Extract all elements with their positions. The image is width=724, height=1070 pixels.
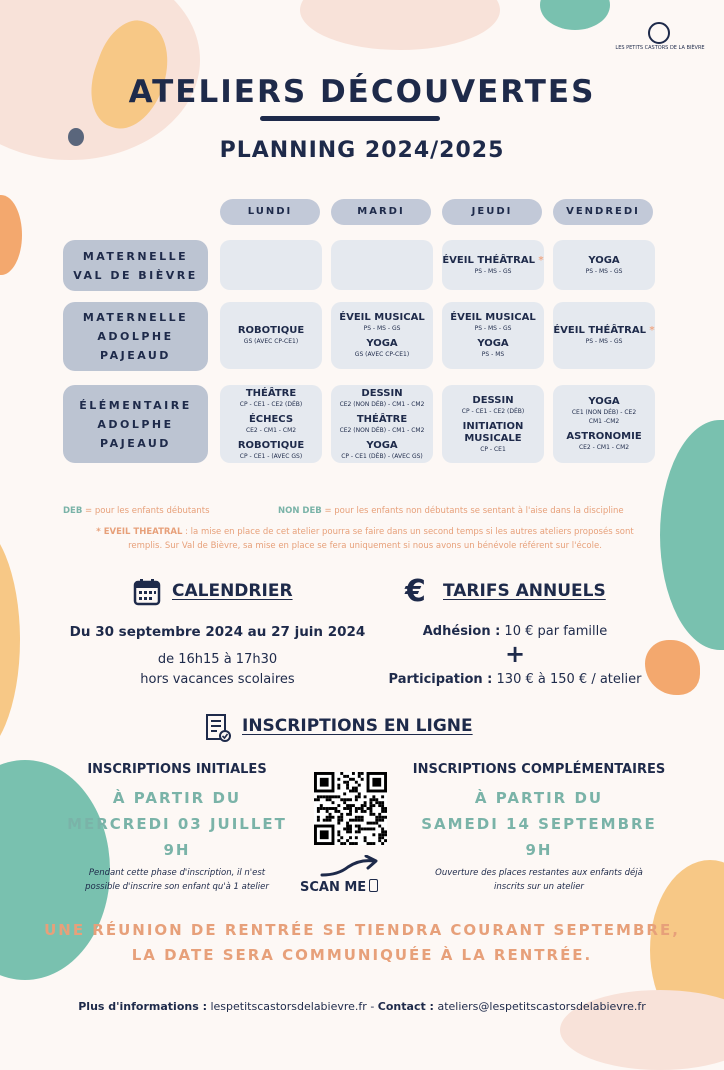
activity-levels: CP - CE1 - CE2 (DÉB) [461, 407, 525, 415]
activity-name: ROBOTIQUE [237, 325, 305, 336]
activity-name: ÉVEIL THÉÂTRAL * [442, 254, 544, 266]
footer: Plus d'informations : lespetitscastorsdelabievre.fr - Contact : ateliers@lespetitscastorsdelabievre.fr [78, 1000, 646, 1013]
day-header: VENDREDI [553, 199, 653, 225]
qr-code[interactable] [314, 772, 387, 845]
activity-levels: CE2 - CM1 - CM2 [245, 426, 297, 434]
initial-title: INSCRIPTIONS INITIALES [87, 762, 267, 777]
asterisk-mark: * [649, 325, 655, 336]
activity-levels: CE2 - CM1 - CM2 [578, 444, 630, 451]
qr-code-image [314, 772, 387, 845]
activity-name: THÉÂTRE [356, 413, 408, 425]
activity-levels: CE1 (NON DÉB) - CE2 CM1 -CM2 [571, 409, 637, 425]
decor-blob [645, 640, 700, 695]
school-row-header: MATERNELLE ADOLPHE PAJEAUD [63, 302, 208, 371]
activity-levels: CP - CE1 - CE2 (DÉB) [239, 400, 303, 408]
activity-name: YOGA [366, 439, 398, 451]
complementary-date: À PARTIR DU SAMEDI 14 SEPTEMBRE 9H [421, 789, 657, 859]
activity-name: ÉVEIL MUSICAL [339, 312, 425, 323]
school-row-header: ÉLÉMENTAIRE ADOLPHE PAJEAUD [63, 385, 208, 463]
phone-icon [369, 879, 378, 892]
activity-levels: PS - MS - GS [363, 325, 401, 332]
calendar-holidays: hors vacances scolaires [140, 672, 295, 687]
activity-name: ÉCHECS [248, 413, 294, 425]
tarifs-plus: + [504, 640, 526, 668]
calendar-hours: de 16h15 à 17h30 [157, 652, 278, 667]
schedule-cell [220, 240, 322, 290]
activity-levels: CP - CE1 (DÉB) - (AVEC GS) [341, 452, 423, 460]
activity-levels: PS - MS [481, 351, 505, 358]
decor-blob [660, 420, 724, 650]
activity-name: YOGA [588, 254, 620, 266]
activity-name: ÉVEIL MUSICAL [450, 312, 536, 323]
activity-levels: PS - MS - GS [585, 338, 623, 345]
calendar-heading: CALENDRIER [172, 581, 293, 601]
activity-levels: CE2 (NON DÉB) - CM1 - CM2 [339, 426, 425, 434]
activity-levels: PS - MS - GS [474, 267, 512, 275]
decor-blob [300, 0, 500, 50]
arrow-icon [318, 855, 380, 879]
complementary-note: Ouverture des places restantes aux enfants déjà inscrits sur un atelier [435, 868, 643, 892]
activity-name: YOGA [588, 396, 620, 407]
form-icon [204, 713, 232, 743]
schedule-cell [553, 385, 655, 463]
decor-blob [0, 195, 22, 275]
legend-non-deb: NON DEB = pour les enfants non débutants se sentant à l'aise dans la discipline [278, 506, 624, 516]
schedule-cell [553, 240, 655, 290]
activity-name: INITIATION MUSICALE [462, 420, 524, 444]
calendar-dates: Du 30 septembre 2024 au 27 juin 2024 [69, 624, 366, 640]
inscriptions-heading: INSCRIPTIONS EN LIGNE [242, 716, 473, 736]
activity-name: THÉÂTRE [245, 387, 297, 399]
activity-name: ÉVEIL THÉÂTRAL * [553, 325, 655, 336]
announcement: UNE RÉUNION DE RENTRÉE SE TIENDRA COURANT SEPTEMBRE, LA DATE SERA COMMUNIQUÉE À LA RENTRÉE. [44, 921, 680, 964]
activity-levels: PS - MS - GS [474, 325, 512, 332]
tarifs-heading: TARIFS ANNUELS [443, 581, 606, 601]
euro-icon: € [405, 574, 426, 609]
schedule-cell [331, 240, 433, 290]
schedule-cell [220, 385, 322, 463]
legend-eveil-note: * EVEIL THEATRAL : la mise en place de cet atelier pourra se faire dans un second temps si les autres ateliers proposés sont remplis. Sur Val de Bièvre, sa mise en place se fera uniquement si nous avons un bénévole référent sur l'école. [96, 527, 634, 551]
website-link[interactable]: lespetitscastorsdelabievre.fr [206, 1000, 367, 1013]
day-header: MARDI [331, 199, 431, 225]
decor-blob [0, 520, 20, 760]
activity-levels: PS - MS - GS [585, 267, 623, 275]
activity-levels: CP - CE1 [480, 445, 506, 453]
initial-note: Pendant cette phase d'inscription, il n'est possible d'inscrire son enfant qu'à 1 atelier [85, 868, 269, 892]
activity-name: YOGA [477, 338, 509, 349]
schedule-cell [331, 385, 433, 463]
initial-date: À PARTIR DU MERCREDI 03 JUILLET 9H [67, 789, 287, 859]
activity-name: YOGA [366, 338, 398, 349]
tarifs-adhesion: Adhésion : 10 € par famille [422, 624, 608, 639]
activity-levels: CP - CE1 - (AVEC GS) [239, 452, 303, 460]
page-title: ATELIERS DÉCOUVERTES [128, 74, 596, 110]
activity-name: DESSIN [361, 387, 403, 399]
logo-text: LES PETITS CASTORS DE LA BIÈVRE [615, 45, 705, 51]
title-underline [260, 116, 440, 121]
schedule-cell [442, 240, 544, 290]
activity-name: ROBOTIQUE [237, 439, 305, 451]
day-header: JEUDI [442, 199, 542, 225]
legend-deb: DEB = pour les enfants débutants [63, 506, 210, 516]
tarifs-participation: Participation : 130 € à 150 € / atelier [388, 672, 642, 687]
decor-blob [540, 0, 610, 30]
activity-name: DESSIN [472, 394, 514, 406]
page-subtitle: PLANNING 2024/2025 [219, 138, 505, 163]
schedule-cell [331, 302, 433, 369]
schedule-cell [220, 302, 322, 369]
complementary-title: INSCRIPTIONS COMPLÉMENTAIRES [412, 762, 666, 777]
activity-levels: GS (AVEC CP-CE1) [243, 338, 299, 345]
castor-logo-icon [648, 22, 670, 44]
scan-me-label: SCAN ME [300, 879, 410, 895]
asterisk-mark: * [538, 254, 544, 266]
contact-email-link[interactable]: ateliers@lespetitscastorsdelabievre.fr [433, 1000, 646, 1013]
day-header: LUNDI [220, 199, 320, 225]
activity-levels: CE2 (NON DÉB) - CM1 - CM2 [339, 400, 425, 408]
school-row-header: MATERNELLE VAL DE BIÈVRE [63, 240, 208, 291]
schedule-cell [442, 302, 544, 369]
activity-name: ASTRONOMIE [566, 431, 642, 442]
schedule-cell [442, 385, 544, 463]
activity-levels: GS (AVEC CP-CE1) [354, 351, 410, 358]
schedule-cell [553, 302, 655, 369]
calendar-icon [133, 578, 161, 606]
